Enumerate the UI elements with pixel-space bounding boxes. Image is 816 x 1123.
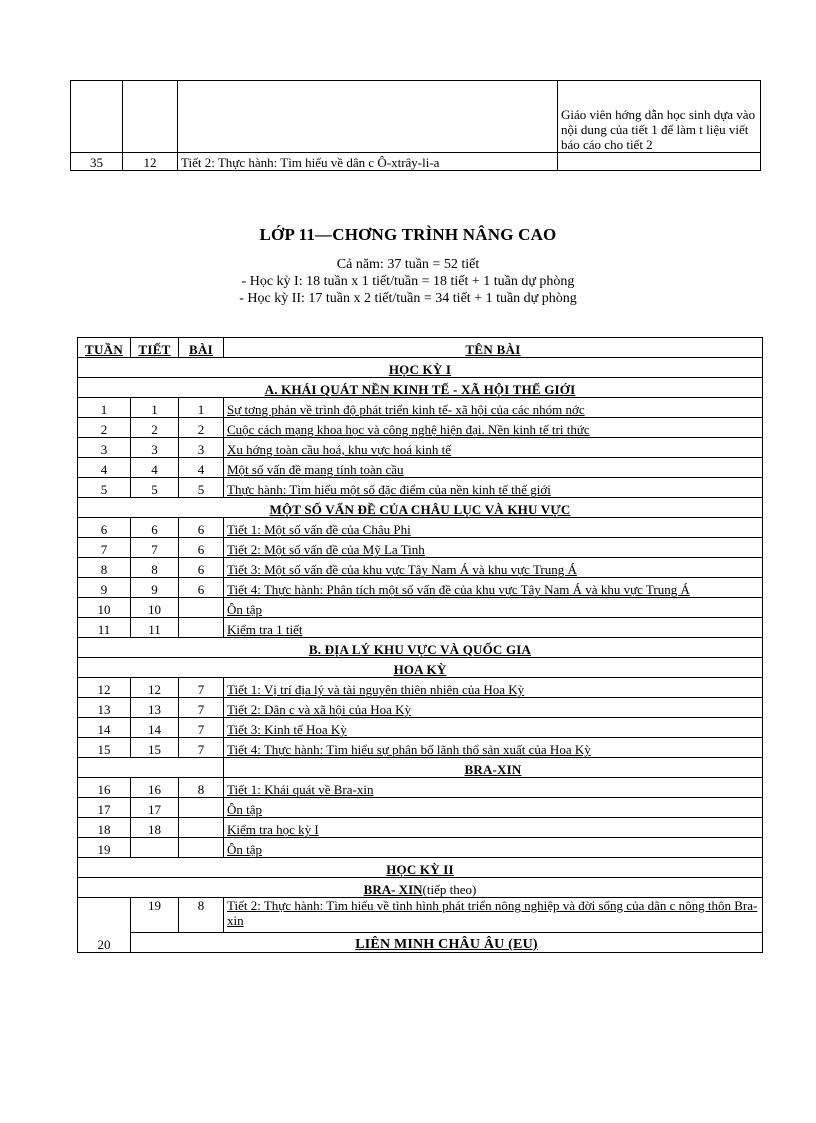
lesson-name-cell [178,81,558,153]
lesson-no-cell: 6 [179,578,224,598]
lesson-no-cell: 7 [179,738,224,758]
section-row [78,358,763,378]
week-cell: 4 [78,458,131,478]
lesson-name-cell: Một số vấn đề mang tính toàn cầu [224,458,763,478]
section-row [78,658,763,678]
week-cell: 9 [78,578,131,598]
lesson-no-cell: 1 [179,398,224,418]
period-cell: 19 [131,898,179,933]
table-row [78,838,763,858]
week-cell: 18 [78,818,131,838]
period-cell: 3 [131,438,179,458]
curriculum-table [77,337,763,953]
lesson-name-cell: Thực hành: Tìm hiểu một số đặc điểm của nền kinh tế thế giới [224,478,763,498]
header-period: TIẾT [131,338,179,358]
section-row [78,878,763,898]
period-cell: 12 [131,678,179,698]
lesson-no-cell: 4 [179,458,224,478]
lesson-no-cell: 5 [179,478,224,498]
section-row [78,498,763,518]
lesson-no-cell: 7 [179,678,224,698]
lesson-no-cell [179,818,224,838]
lesson-name-cell: Tiết 2: Một số vấn đề của Mỹ La Tinh [224,538,763,558]
lesson-name-cell: Kiểm tra 1 tiết [224,618,763,638]
period-cell: 13 [131,698,179,718]
period-cell: 7 [131,538,179,558]
lesson-name-cell: Xu hớng toàn cầu hoá, khu vực hoá kinh tế [224,438,763,458]
period-cell: 12 [123,153,178,171]
section-heading: B. ĐỊA LÝ KHU VỰC VÀ QUỐC GIA [78,638,763,658]
lesson-name-cell: Tiết 2: Dân c và xã hội của Hoa Kỳ [224,698,763,718]
lesson-no-cell: 3 [179,438,224,458]
semester-heading: HỌC KỲ II [78,858,763,878]
period-cell: 4 [131,458,179,478]
semester-heading: HỌC KỲ I [78,358,763,378]
lesson-no-cell: 8 [179,778,224,798]
week-cell: 10 [78,598,131,618]
lesson-name-cell: Tiết 3: Kinh tế Hoa Kỳ [224,718,763,738]
lesson-name-cell: Tiết 3: Một số vấn đề của khu vực Tây Nam Á và khu vực Trung Á [224,558,763,578]
table-row [78,738,763,758]
section-heading: MỘT SỐ VẤN ĐỀ CỦA CHÂU LỤC VÀ KHU VỰC [78,498,763,518]
table-row [78,618,763,638]
table-row [78,778,763,798]
header-lesson-name: TÊN BÀI [224,338,763,358]
lesson-name-cell: Ôn tập [224,838,763,858]
week-cell: 15 [78,738,131,758]
table-row [78,518,763,538]
semester2-summary: - Học kỳ II: 17 tuần x 2 tiết/tuần = 34 tiết + 1 tuần dự phòng [239,291,577,306]
period-cell: 16 [131,778,179,798]
week-cell [71,81,123,153]
rows-usa [78,678,763,758]
page-title: LỚP 11—CHƠNG TRÌNH NÂNG CAO [259,225,557,244]
header-lesson-no: BÀI [179,338,224,358]
week-cell: 5 [78,478,131,498]
rows-continents [78,518,763,638]
section-heading: A. KHÁI QUÁT NỀN KINH TẾ - XÃ HỘI THẾ GIỚI [78,378,763,398]
table-row [78,818,763,838]
lesson-no-cell [179,618,224,638]
lesson-no-cell: 7 [179,718,224,738]
table-row [78,538,763,558]
period-cell: 14 [131,718,179,738]
table-row [78,578,763,598]
week-cell: 2 [78,418,131,438]
lesson-name-cell: Tiết 4: Thực hành: Phân tích một số vấn đề của khu vực Tây Nam Á và khu vực Trung Á [224,578,763,598]
lesson-no-cell [179,798,224,818]
top-schedule-table [70,80,761,171]
table-row [71,81,761,153]
table-row [78,418,763,438]
week-cell: 12 [78,678,131,698]
lesson-no-cell: 2 [179,418,224,438]
week-cell: 13 [78,698,131,718]
lesson-no-cell: 6 [179,518,224,538]
country-heading-bold: BRA- XIN [363,882,423,897]
year-summary: Cả năm: 37 tuần = 52 tiết [336,257,480,272]
week-cell: 7 [78,538,131,558]
lesson-name-cell: Cuộc cách mạng khoa học và công nghệ hiện đại. Nền kinh tế tri thức [224,418,763,438]
week-cell: 16 [78,778,131,798]
table-row [78,478,763,498]
lesson-no-cell: 8 [179,898,224,933]
table-row [78,678,763,698]
week-cell: 8 [78,558,131,578]
period-cell: 9 [131,578,179,598]
period-cell [123,81,178,153]
period-cell: 5 [131,478,179,498]
header-week: TUẦN [78,338,131,358]
program-heading [0,224,816,307]
section-row [78,933,763,953]
note-cell [558,153,761,171]
week-cell: 19 [78,838,131,858]
period-cell: 18 [131,818,179,838]
table-row [78,558,763,578]
rows-brazil [78,778,763,858]
table-row [78,458,763,478]
week-cell: 20 [78,898,131,953]
week-cell: 17 [78,798,131,818]
country-heading-note: (tiếp theo) [422,882,477,897]
lesson-name-cell: Tiết 1: Vị trí địa lý và tài nguyên thiên nhiên của Hoa Kỳ [224,678,763,698]
lesson-name-cell: Sự tơng phản về trình độ phát triển kinh tế- xã hội của các nhóm nớc [224,398,763,418]
lesson-name-cell: Ôn tập [224,798,763,818]
table-row [71,153,761,171]
week-cell: 3 [78,438,131,458]
lesson-no-cell: 7 [179,698,224,718]
note-cell: Giáo viên hớng dẫn học sinh dựa vào nội dung của tiết 1 để làm t liệu viết báo cáo cho tiết 2 [558,81,761,153]
period-cell: 15 [131,738,179,758]
lesson-name-cell: Kiểm tra học kỳ I [224,818,763,838]
rows-section-a [78,398,763,498]
lesson-no-cell [179,838,224,858]
table-row [78,398,763,418]
lesson-no-cell: 6 [179,538,224,558]
week-cell: 1 [78,398,131,418]
table-row [78,898,763,933]
lesson-name-cell: Ôn tập [224,598,763,618]
country-heading [78,878,763,898]
lesson-name-cell: Tiết 2: Thực hành: Tìm hiểu về dân c Ô-xtrây-li-a [178,153,558,171]
lesson-no-cell: 6 [179,558,224,578]
period-cell: 1 [131,398,179,418]
period-cell: 17 [131,798,179,818]
table-row [78,598,763,618]
period-cell [131,838,179,858]
lesson-name-cell: Tiết 2: Thực hành: Tìm hiểu về tình hình phát triển nông nghiệp và đời sống của dân c nông thôn Bra-xin [224,898,763,933]
period-cell: 11 [131,618,179,638]
lesson-name-cell: Tiết 4: Thực hành: Tìm hiểu sự phân bố lãnh thổ sản xuất của Hoa Kỳ [224,738,763,758]
section-row [78,378,763,398]
country-heading: BRA-XIN [224,758,763,778]
week-cell: 14 [78,718,131,738]
semester1-summary: - Học kỳ I: 18 tuần x 1 tiết/tuần = 18 tiết + 1 tuần dự phòng [241,274,575,289]
week-cell: 11 [78,618,131,638]
section-row [78,858,763,878]
table-row [78,698,763,718]
table-row [78,718,763,738]
week-cell: 35 [71,153,123,171]
header-row [78,338,763,358]
lesson-no-cell [179,598,224,618]
period-cell: 10 [131,598,179,618]
period-cell: 6 [131,518,179,538]
table-row [78,798,763,818]
lesson-name-cell: Tiết 1: Khái quát về Bra-xin [224,778,763,798]
empty-cell [78,758,224,778]
period-cell: 8 [131,558,179,578]
country-heading: HOA KỲ [78,658,763,678]
section-row [78,758,763,778]
section-heading: LIÊN MINH CHÂU ÂU (EU) [131,933,763,953]
section-row [78,638,763,658]
lesson-name-cell: Tiết 1: Một số vấn đề của Châu Phi [224,518,763,538]
table-row [78,438,763,458]
period-cell: 2 [131,418,179,438]
week-cell: 6 [78,518,131,538]
